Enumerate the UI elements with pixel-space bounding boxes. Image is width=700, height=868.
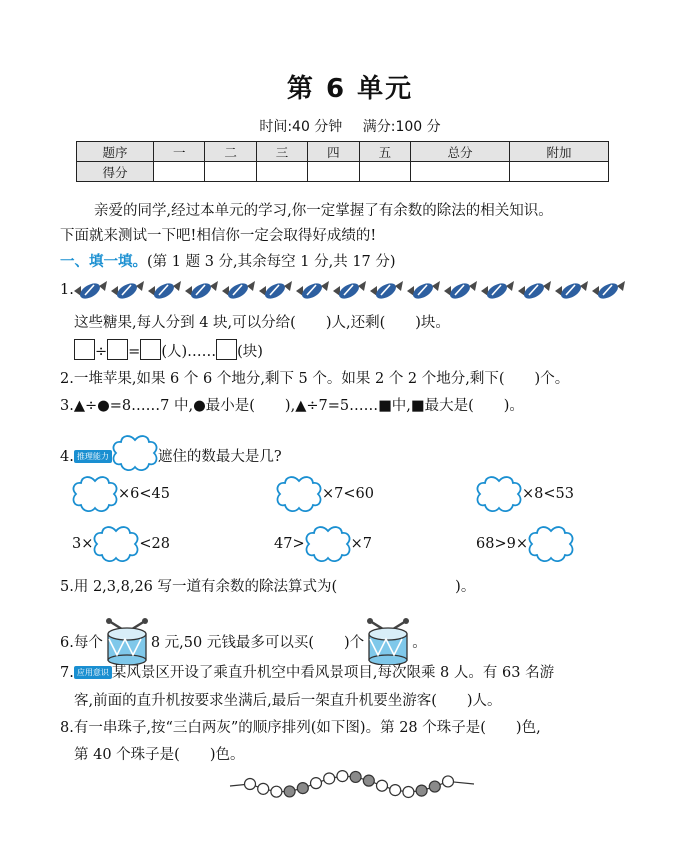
- q4-expr-4: 3× <28: [72, 524, 170, 564]
- score-header-cell: 一: [154, 142, 205, 162]
- time-bar: [0, 116, 700, 136]
- bead-gray: [416, 785, 427, 796]
- candy-icon: [185, 280, 218, 301]
- page-title: 第 6 单元: [286, 74, 414, 104]
- score-cell[interactable]: [359, 162, 410, 182]
- time-limit: 时间:40 分钟: [259, 119, 343, 135]
- score-header-cell: 总分: [411, 142, 510, 162]
- q5-text: 5.用 2,3,8,26 写一道有余数的除法算式为( )。: [60, 579, 476, 595]
- q3-text: 3.▲÷●=8……7 中,●最小是( ),▲÷7=5……■中,■最大是( )。: [60, 398, 524, 414]
- bead-white: [337, 771, 348, 782]
- section-note: (第 1 题 3 分,其余每空 1 分,共 17 分): [147, 254, 396, 270]
- score-row-label: 得分: [77, 162, 154, 182]
- candy-icon: [592, 280, 625, 301]
- bead-gray: [297, 783, 308, 794]
- score-cell[interactable]: [411, 162, 510, 182]
- candy-icon: [555, 280, 588, 301]
- q4-header: 4. 推理能力 遮住的数最大是几?: [60, 433, 282, 473]
- answer-box[interactable]: [216, 339, 237, 360]
- candy-icon: [518, 280, 551, 301]
- bead-gray: [350, 771, 361, 782]
- intro-line-1: 亲爱的同学,经过本单元的学习,你一定掌握了有余数的除法的相关知识。: [94, 203, 553, 219]
- bead-white: [403, 786, 414, 797]
- cloud-icon: [112, 433, 158, 473]
- q1-equation: ÷ = (人)…… (块): [74, 339, 263, 361]
- candy-icon: [74, 280, 107, 301]
- cloud-icon[interactable]: [72, 474, 118, 514]
- q4-expr-2: ×7<60: [276, 474, 374, 514]
- bead-white: [258, 783, 269, 794]
- answer-box[interactable]: [74, 339, 95, 360]
- bead-white: [390, 785, 401, 796]
- q4-expr-3: ×8<53: [476, 474, 574, 514]
- q7-line-1: 7. 应用意识 某风景区开设了乘直升机空中看风景项目,每次限乘 8 人。有 63 名游: [60, 665, 555, 681]
- score-cell[interactable]: [509, 162, 608, 182]
- cloud-icon[interactable]: [528, 524, 574, 564]
- candy-row: [72, 276, 632, 302]
- score-header-cell: 二: [205, 142, 256, 162]
- bead-white: [271, 786, 282, 797]
- candy-icon: [259, 280, 292, 301]
- bead-gray: [363, 775, 374, 786]
- score-cell[interactable]: [256, 162, 307, 182]
- bead-white: [443, 776, 454, 787]
- q4-expr-1: ×6<45: [72, 474, 170, 514]
- candy-icon: [148, 280, 181, 301]
- q7-line-2: 客,前面的直升机按要求坐满后,最后一架直升机要坐游客( )人。: [74, 693, 502, 709]
- section-header: [60, 250, 396, 271]
- cloud-icon[interactable]: [93, 524, 139, 564]
- bead-white: [311, 778, 322, 789]
- score-header-cell: 五: [359, 142, 410, 162]
- q8-line-2: 第 40 个珠子是( )色。: [74, 747, 245, 763]
- score-table-header-row: [77, 142, 609, 162]
- section-title: 一、填一填。: [60, 254, 147, 270]
- candy-icon: [370, 280, 403, 301]
- candy-icon: [296, 280, 329, 301]
- intro-line-2: 下面就来测试一下吧!相信你一定会取得好成绩的!: [60, 228, 377, 244]
- bead-gray: [284, 786, 295, 797]
- candy-icon: [111, 280, 144, 301]
- q4-expr-5: 47> ×7: [274, 524, 372, 564]
- bead-white: [377, 780, 388, 791]
- score-header-cell: 题序: [77, 142, 154, 162]
- candy-icon: [481, 280, 514, 301]
- q2-text: 2.一堆苹果,如果 6 个 6 个地分,剩下 5 个。如果 2 个 2 个地分,剩下( )个。: [60, 371, 570, 387]
- q4-expr-6: 68>9×: [476, 524, 574, 564]
- score-table: [76, 141, 609, 182]
- cloud-icon[interactable]: [305, 524, 351, 564]
- score-header-cell: 附加: [509, 142, 608, 162]
- score-cell[interactable]: [308, 162, 359, 182]
- q1-number: 1.: [60, 282, 74, 298]
- q6-text: 6.每个 8 元,50 元钱最多可以买( )个 。: [60, 617, 427, 665]
- candy-icon: [444, 280, 477, 301]
- bead-string: [228, 768, 478, 804]
- q8-line-1: 8.有一串珠子,按“三白两灰”的顺序排列(如下图)。第 28 个珠子是( )色,: [60, 720, 541, 736]
- full-score: 满分:100 分: [362, 119, 441, 135]
- application-tag: 应用意识: [74, 666, 112, 679]
- reasoning-tag: 推理能力: [74, 450, 112, 463]
- bead-white: [324, 773, 335, 784]
- candy-icon: [407, 280, 440, 301]
- cloud-icon[interactable]: [276, 474, 322, 514]
- score-header-cell: 三: [256, 142, 307, 162]
- candy-icon: [333, 280, 366, 301]
- answer-box[interactable]: [140, 339, 161, 360]
- q1-text: 这些糖果,每人分到 4 块,可以分给( )人,还剩( )块。: [74, 315, 450, 331]
- score-cell[interactable]: [205, 162, 256, 182]
- cloud-icon[interactable]: [476, 474, 522, 514]
- score-header-cell: 四: [308, 142, 359, 162]
- answer-box[interactable]: [107, 339, 128, 360]
- drum-icon: [103, 617, 151, 665]
- drum-icon: [364, 617, 412, 665]
- bead-gray: [429, 781, 440, 792]
- score-table-score-row: [77, 162, 609, 182]
- score-cell[interactable]: [154, 162, 205, 182]
- bead-white: [245, 779, 256, 790]
- candy-icon: [222, 280, 255, 301]
